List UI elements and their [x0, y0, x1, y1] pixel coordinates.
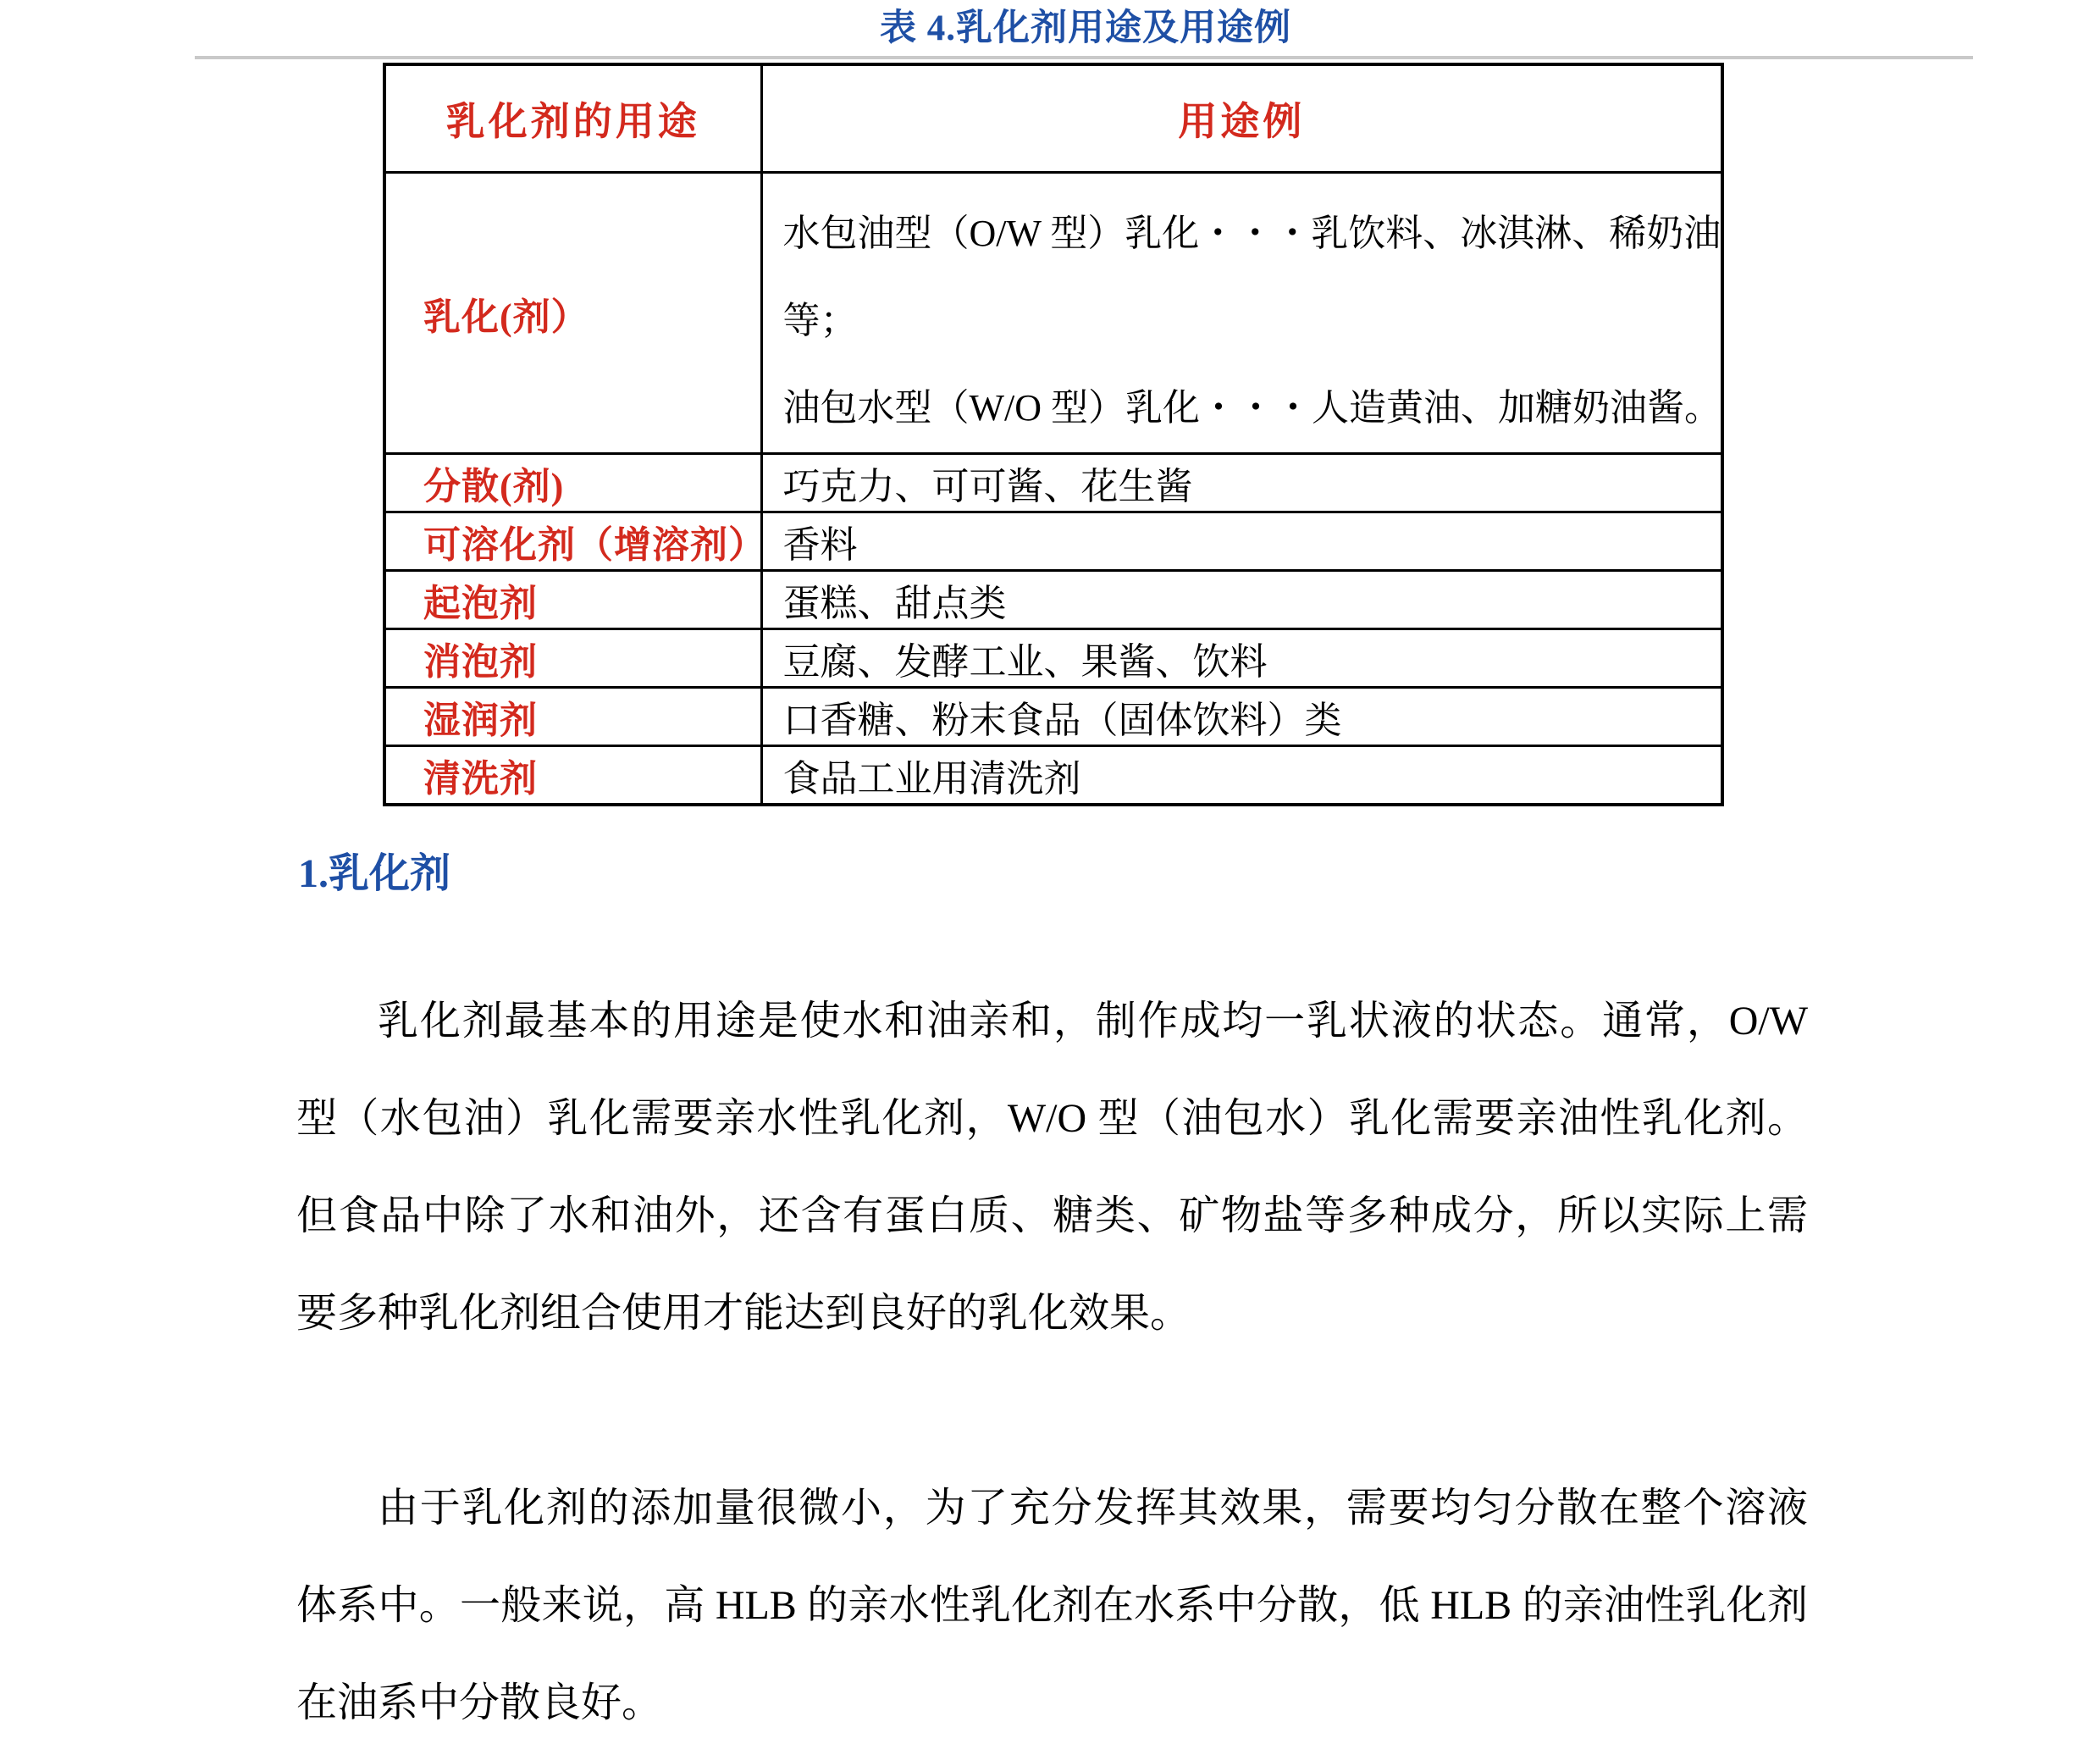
use-label: 分散(剂) [384, 454, 761, 512]
table-row [384, 571, 1722, 629]
example-cell: 豆腐、发酵工业、果酱、饮料 [761, 629, 1722, 688]
example-cell: 巧克力、可可酱、花生酱 [761, 454, 1722, 512]
table-row [384, 454, 1722, 512]
table-row [384, 746, 1722, 806]
example-line: 水包油型（O/W 型）乳化・・・乳饮料、冰淇淋、稀奶油 [782, 213, 1721, 254]
use-label: 乳化(剂） [384, 173, 761, 454]
use-label: 起泡剂 [384, 571, 761, 629]
use-label: 消泡剂 [384, 629, 761, 688]
body-text [296, 972, 1808, 1752]
example-cell: 蛋糕、甜点类 [761, 571, 1722, 629]
column-header-example: 用途例 [761, 64, 1722, 173]
body-line: 体系中。一般来说，高 HLB 的亲水性乳化剂在水系中分散，低 HLB 的亲油性乳化剂 [296, 1583, 1808, 1628]
example-line: 等； [782, 300, 858, 341]
paragraph-2 [296, 1459, 1808, 1752]
table-header-row [384, 64, 1722, 173]
body-line: 乳化剂最基本的用途是使水和油亲和，制作成均一乳状液的状态。通常，O/W [378, 999, 1808, 1044]
use-label: 湿润剂 [384, 688, 761, 746]
table-row [384, 512, 1722, 571]
section-heading: 1.乳化剂 [298, 851, 451, 896]
example-line: 油包水型（W/O 型）乳化・・・人造黄油、加糖奶油酱。 [782, 387, 1722, 429]
body-line: 由于乳化剂的添加量很微小，为了充分发挥其效果，需要均匀分散在整个溶液 [378, 1486, 1808, 1531]
table-row [384, 688, 1722, 746]
use-label: 清洗剂 [384, 746, 761, 806]
table-row [384, 173, 1722, 454]
example-cell [761, 173, 1722, 454]
body-line: 在油系中分散良好。 [296, 1680, 663, 1725]
body-line: 要多种乳化剂组合使用才能达到良好的乳化效果。 [296, 1291, 1191, 1336]
column-header-use: 乳化剂的用途 [384, 64, 761, 173]
example-cell: 口香糖、粉末食品（固体饮料）类 [761, 688, 1722, 746]
table-title: 表 4.乳化剂用途及用途例 [880, 8, 1291, 48]
body-line: 但食品中除了水和油外，还含有蛋白质、糖类、矿物盐等多种成分，所以实际上需 [296, 1193, 1808, 1238]
divider-rule [195, 56, 1973, 59]
paragraph-1 [296, 972, 1808, 1362]
table-row [384, 629, 1722, 688]
example-cell: 食品工业用清洗剂 [761, 746, 1722, 806]
use-label: 可溶化剂（增溶剂） [384, 512, 761, 571]
body-line: 型（水包油）乳化需要亲水性乳化剂，W/O 型（油包水）乳化需要亲油性乳化剂。 [296, 1096, 1808, 1141]
example-cell: 香料 [761, 512, 1722, 571]
emulsifier-usage-table [383, 63, 1724, 806]
